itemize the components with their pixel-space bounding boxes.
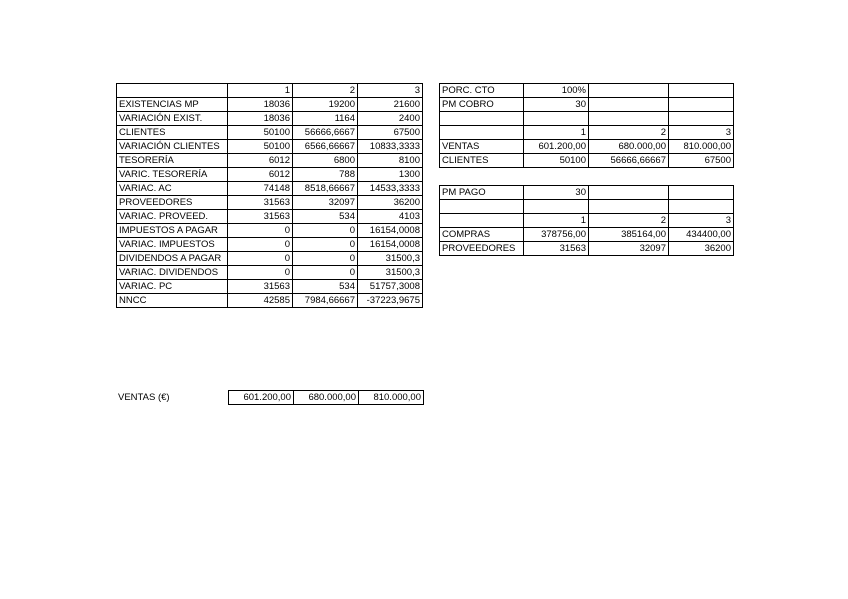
value-cell[interactable]: 3 [669, 125, 734, 139]
table-row [117, 238, 423, 252]
table-row [117, 168, 423, 182]
value-cell[interactable]: 0 [293, 266, 358, 280]
value-cell[interactable]: 67500 [358, 126, 423, 140]
row-label-cell[interactable]: EXISTENCIAS MP [117, 98, 228, 112]
header-cell[interactable]: 1 [228, 84, 293, 98]
value-cell[interactable]: 32097 [589, 241, 669, 255]
header-cell[interactable] [117, 84, 228, 98]
value-cell[interactable]: 32097 [293, 196, 358, 210]
ventas-cell[interactable]: 810.000,00 [359, 391, 424, 405]
value-cell[interactable]: 0 [228, 224, 293, 238]
ventas-table [228, 390, 424, 405]
value-cell[interactable]: 2 [589, 125, 669, 139]
row-label-cell[interactable]: VARIC. TESORERÍA [117, 168, 228, 182]
value-cell[interactable]: 6012 [228, 154, 293, 168]
value-cell[interactable] [669, 186, 734, 200]
row-label-cell[interactable]: VARIACIÓN CLIENTES [117, 140, 228, 154]
value-cell[interactable]: 16154,0008 [358, 238, 423, 252]
table-row [117, 224, 423, 238]
value-cell[interactable]: 19200 [293, 98, 358, 112]
row-label-cell[interactable]: IMPUESTOS A PAGAR [117, 224, 228, 238]
row-label-cell[interactable]: VARIACIÓN EXIST. [117, 112, 228, 126]
value-cell[interactable]: 385164,00 [589, 227, 669, 241]
row-label-cell[interactable] [440, 125, 524, 139]
row-label-cell[interactable]: VARIAC. PC [117, 280, 228, 294]
value-cell[interactable]: 51757,3008 [358, 280, 423, 294]
row-label-cell[interactable]: CLIENTES [440, 153, 524, 167]
value-cell[interactable]: 534 [293, 280, 358, 294]
table-row [440, 186, 734, 200]
value-cell[interactable]: 56666,6667 [293, 126, 358, 140]
value-cell[interactable]: 18036 [228, 112, 293, 126]
value-cell[interactable]: 810.000,00 [669, 139, 734, 153]
value-cell[interactable]: 6800 [293, 154, 358, 168]
value-cell[interactable]: 1164 [293, 112, 358, 126]
value-cell[interactable]: 0 [228, 238, 293, 252]
value-cell[interactable]: 378756,00 [524, 227, 589, 241]
cobro-table [439, 83, 734, 168]
header-cell[interactable]: 3 [358, 84, 423, 98]
row-label-cell[interactable]: NNCC [117, 294, 228, 308]
value-cell[interactable]: 31563 [228, 210, 293, 224]
table-row [117, 112, 423, 126]
value-cell[interactable] [589, 84, 669, 98]
value-cell[interactable]: 3 [669, 213, 734, 227]
value-cell[interactable]: 42585 [228, 294, 293, 308]
ventas-row [229, 391, 424, 405]
value-cell[interactable]: 6566,66667 [293, 140, 358, 154]
value-cell[interactable]: 4103 [358, 210, 423, 224]
header-row [117, 84, 423, 98]
pago-table [439, 185, 734, 256]
row-label-cell[interactable]: PM COBRO [440, 98, 524, 112]
value-cell[interactable]: 680.000,00 [589, 139, 669, 153]
row-label-cell[interactable]: TESORERÍA [117, 154, 228, 168]
table-row [117, 182, 423, 196]
table-row [117, 280, 423, 294]
ventas-cell[interactable]: 680.000,00 [294, 391, 359, 405]
value-cell[interactable]: 8100 [358, 154, 423, 168]
table-row [440, 139, 734, 153]
value-cell[interactable]: 0 [293, 238, 358, 252]
row-label-cell[interactable]: PM PAGO [440, 186, 524, 200]
value-cell[interactable]: 16154,0008 [358, 224, 423, 238]
table-row [117, 252, 423, 266]
table-row [440, 227, 734, 241]
row-label-cell[interactable]: DIVIDENDOS A PAGAR [117, 252, 228, 266]
value-cell[interactable] [669, 98, 734, 112]
row-label-cell[interactable]: VARIAC. PROVEED. [117, 210, 228, 224]
value-cell[interactable]: 788 [293, 168, 358, 182]
row-label-cell[interactable]: VARIAC. DIVIDENDOS [117, 266, 228, 280]
value-cell[interactable]: 50100 [228, 140, 293, 154]
row-label-cell[interactable]: PROVEEDORES [117, 196, 228, 210]
table-row [117, 98, 423, 112]
value-cell[interactable] [589, 186, 669, 200]
table-row [440, 84, 734, 98]
value-cell[interactable]: -37223,9675 [358, 294, 423, 308]
table-row [117, 140, 423, 154]
value-cell[interactable]: 31563 [524, 241, 589, 255]
value-cell[interactable]: 36200 [358, 196, 423, 210]
value-cell[interactable]: 50100 [228, 126, 293, 140]
value-cell[interactable]: 0 [228, 266, 293, 280]
table-row [117, 196, 423, 210]
value-cell[interactable]: 434400,00 [669, 227, 734, 241]
value-cell[interactable] [589, 112, 669, 126]
row-label-cell[interactable]: VARIAC. IMPUESTOS [117, 238, 228, 252]
value-cell[interactable]: 0 [293, 252, 358, 266]
value-cell[interactable]: 30 [524, 98, 589, 112]
value-cell[interactable] [589, 98, 669, 112]
value-cell[interactable] [669, 112, 734, 126]
value-cell[interactable]: 8518,66667 [293, 182, 358, 196]
value-cell[interactable] [524, 200, 589, 214]
value-cell[interactable]: 36200 [669, 241, 734, 255]
value-cell[interactable]: 10833,3333 [358, 140, 423, 154]
row-label-cell[interactable] [440, 213, 524, 227]
row-label-cell[interactable]: COMPRAS [440, 227, 524, 241]
table-row [117, 154, 423, 168]
row-label-cell[interactable] [440, 200, 524, 214]
value-cell[interactable]: 21600 [358, 98, 423, 112]
value-cell[interactable]: 56666,66667 [589, 153, 669, 167]
table-row [440, 200, 734, 214]
value-cell[interactable]: 6012 [228, 168, 293, 182]
ventas-cell[interactable]: 601.200,00 [229, 391, 294, 405]
value-cell[interactable]: 31563 [228, 196, 293, 210]
value-cell[interactable]: 100% [524, 84, 589, 98]
value-cell[interactable]: 31563 [228, 280, 293, 294]
value-cell[interactable]: 534 [293, 210, 358, 224]
table-row [440, 241, 734, 255]
table-row [117, 210, 423, 224]
header-cell[interactable]: 2 [293, 84, 358, 98]
table-row [117, 294, 423, 308]
table-row [440, 213, 734, 227]
row-label-cell[interactable]: CLIENTES [117, 126, 228, 140]
ventas-label: VENTAS (€) [118, 392, 170, 403]
value-cell[interactable]: 14533,3333 [358, 182, 423, 196]
value-cell[interactable]: 2 [589, 213, 669, 227]
value-cell[interactable]: 2400 [358, 112, 423, 126]
value-cell[interactable]: 0 [293, 224, 358, 238]
value-cell[interactable]: 1 [524, 213, 589, 227]
value-cell[interactable]: 601.200,00 [524, 139, 589, 153]
value-cell[interactable]: 30 [524, 186, 589, 200]
table-row [440, 153, 734, 167]
row-label-cell[interactable]: PROVEEDORES [440, 241, 524, 255]
row-label-cell[interactable]: PORC. CTO [440, 84, 524, 98]
value-cell[interactable]: 18036 [228, 98, 293, 112]
table-row [440, 125, 734, 139]
value-cell[interactable]: 31500,3 [358, 266, 423, 280]
value-cell[interactable]: 0 [228, 252, 293, 266]
value-cell[interactable]: 74148 [228, 182, 293, 196]
value-cell[interactable]: 31500,3 [358, 252, 423, 266]
value-cell[interactable]: 7984,66667 [293, 294, 358, 308]
table-row [440, 112, 734, 126]
row-label-cell[interactable] [440, 112, 524, 126]
value-cell[interactable] [589, 200, 669, 214]
value-cell[interactable] [524, 112, 589, 126]
table-row [117, 126, 423, 140]
table-row [440, 98, 734, 112]
value-cell[interactable]: 1300 [358, 168, 423, 182]
value-cell[interactable] [669, 84, 734, 98]
table-row [117, 266, 423, 280]
value-cell[interactable]: 67500 [669, 153, 734, 167]
value-cell[interactable] [669, 200, 734, 214]
value-cell[interactable]: 50100 [524, 153, 589, 167]
row-label-cell[interactable]: VENTAS [440, 139, 524, 153]
balance-table [116, 83, 423, 308]
row-label-cell[interactable]: VARIAC. AC [117, 182, 228, 196]
value-cell[interactable]: 1 [524, 125, 589, 139]
